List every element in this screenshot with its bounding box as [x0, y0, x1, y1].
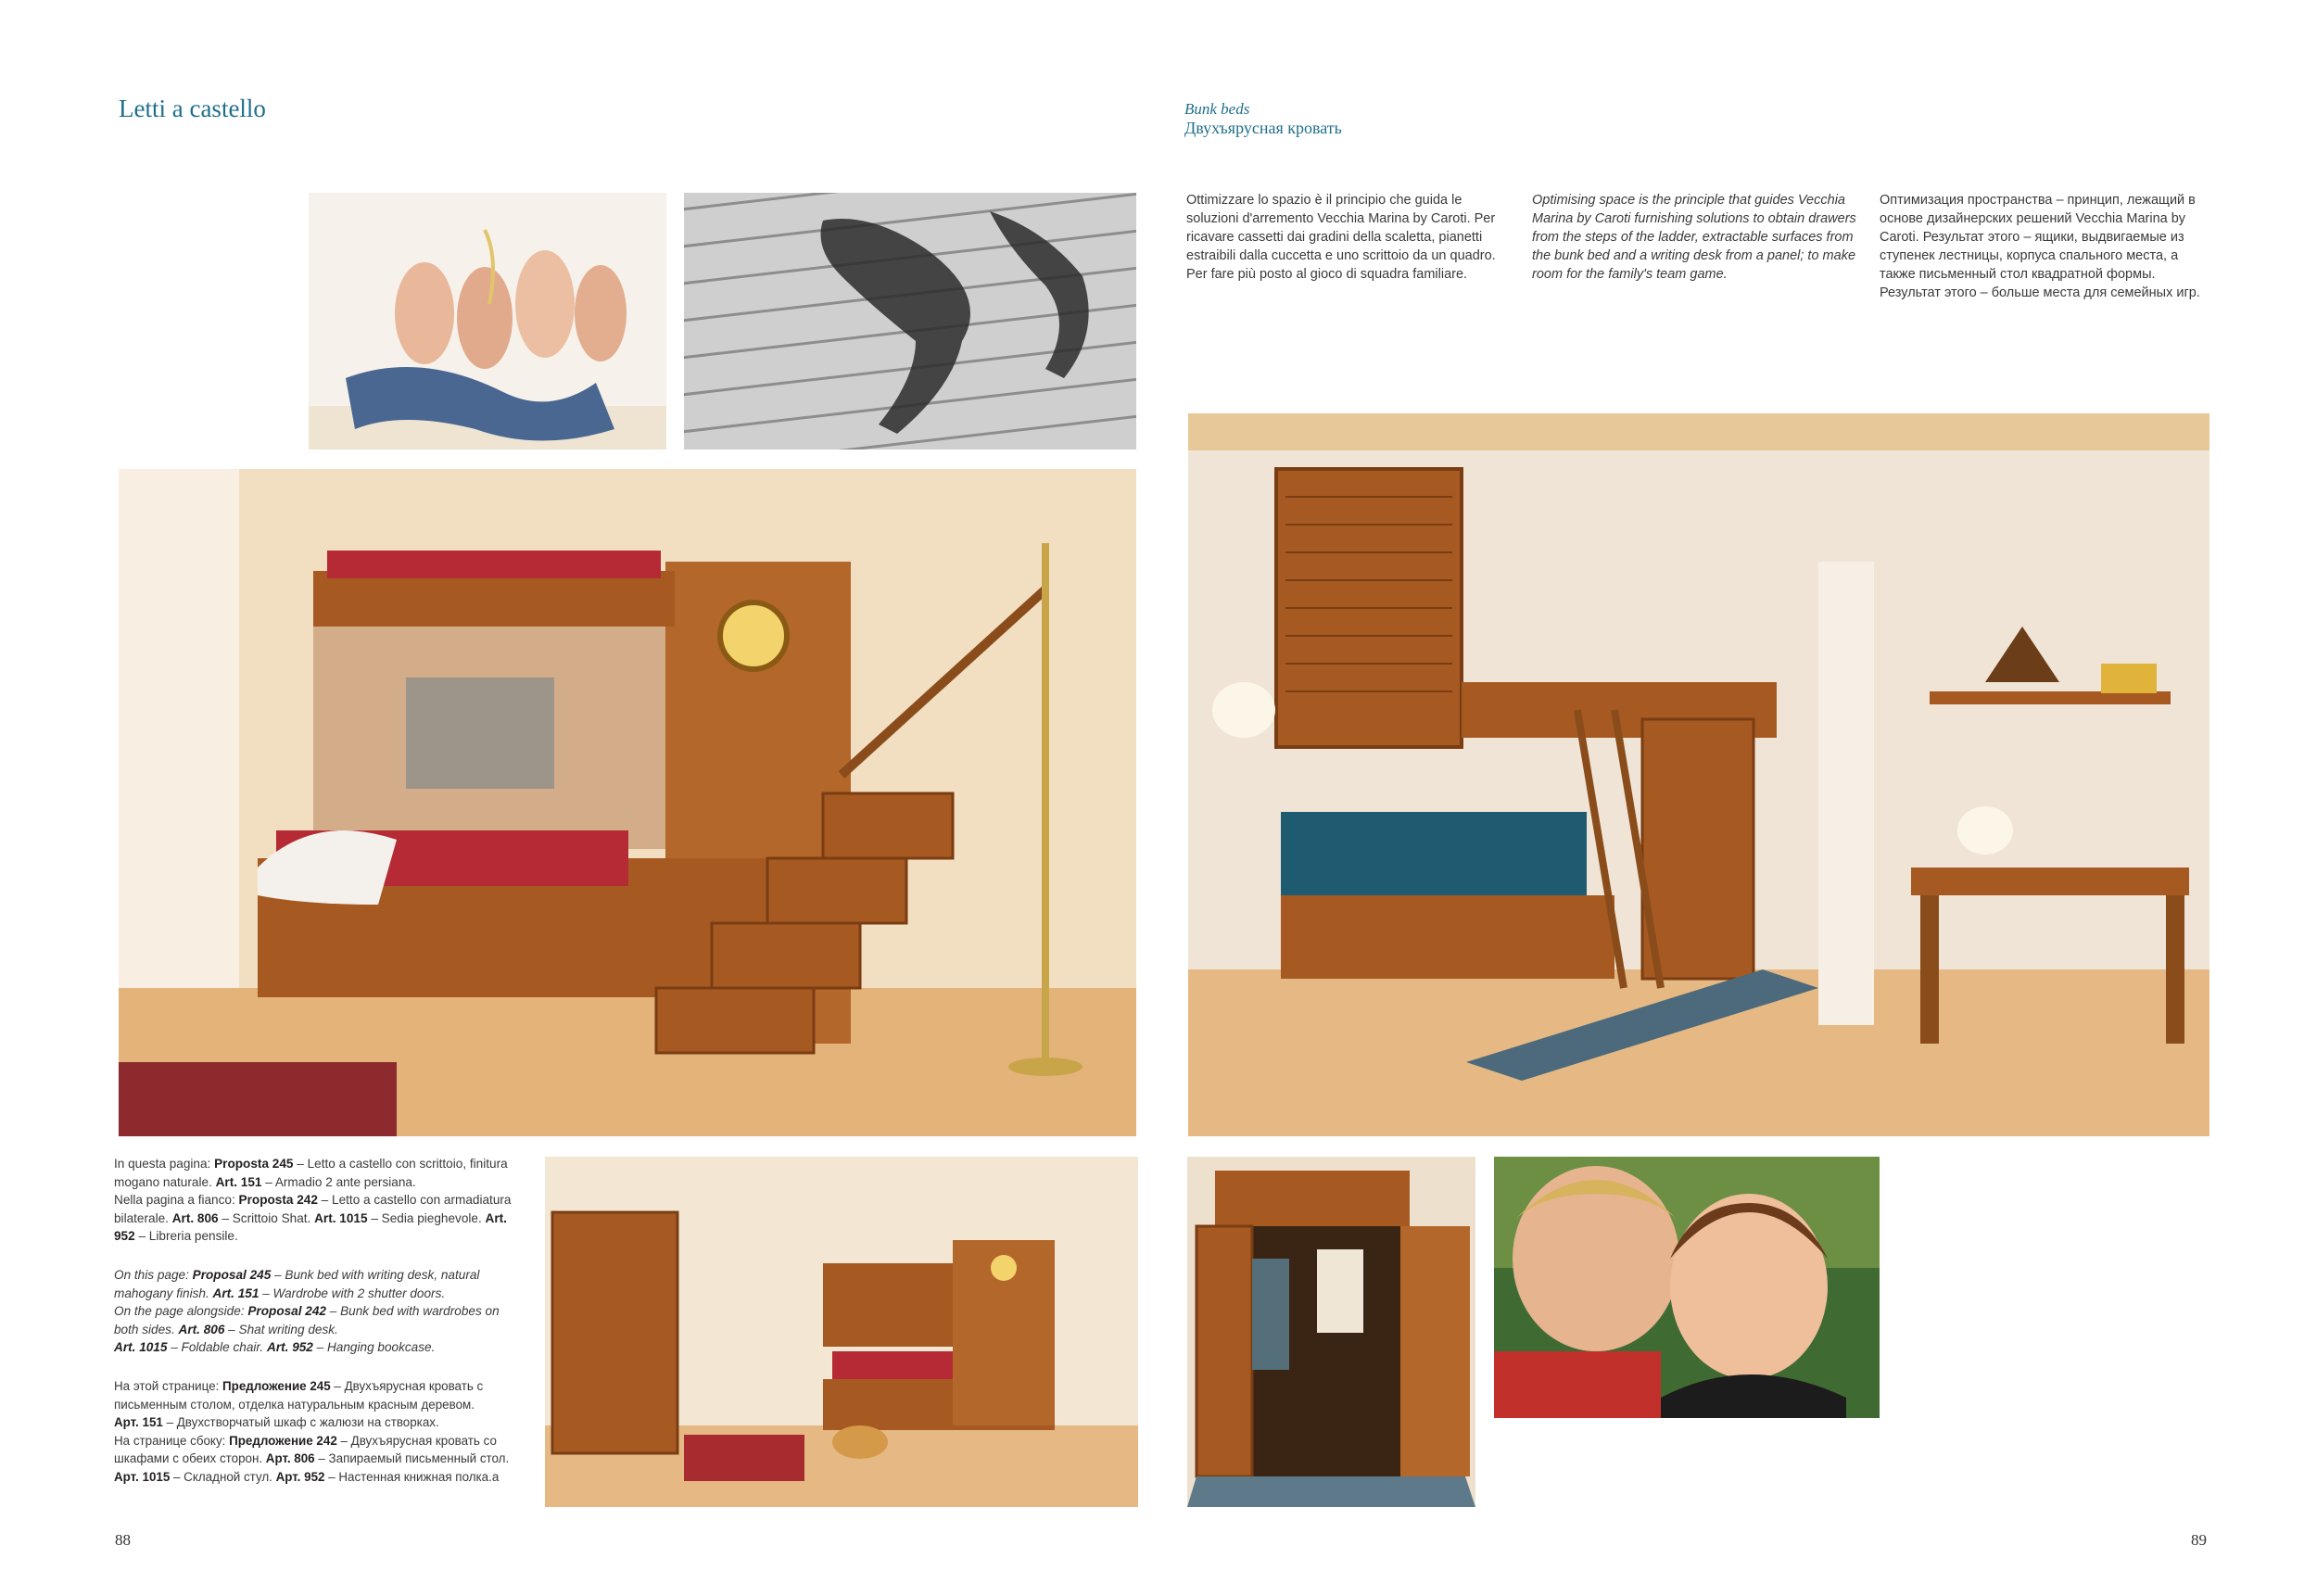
caption-ru-line-4: [114, 1468, 522, 1487]
subtitle-bulgarian: Двухъярусная кровать: [1184, 119, 1342, 137]
caption-proposal: Proposta 245: [214, 1157, 294, 1171]
page-number-right: 89: [2191, 1531, 2207, 1549]
caption-article: Art. 151: [215, 1174, 262, 1189]
caption-text: – Scrittoio Shat.: [218, 1210, 315, 1225]
caption-text: – Wardrobe with 2 shutter doors.: [259, 1286, 446, 1300]
page-title: Letti a castello: [119, 95, 266, 122]
caption-text: – Складной стул.: [170, 1469, 276, 1484]
caption-ru-line-2: [114, 1413, 522, 1432]
caption-text: – Настенная книжная полка.а: [324, 1469, 500, 1484]
caption-proposal: Proposal 242: [247, 1304, 326, 1318]
caption-article: Арт. 806: [265, 1451, 315, 1465]
intro-english: Optimising space is the principle that guides Vecchia Marina by Caroti furnishing solutions to obtain drawers from the steps of the ladder, extractable surfaces from the bunk bed and a writing desk from a panel; to make room for the family's team game.: [1532, 193, 1856, 282]
caption-russian: [114, 1377, 522, 1486]
caption-ru-line-3: [114, 1432, 522, 1468]
caption-en-line-1: [114, 1266, 522, 1302]
caption-text: – Hanging bookcase.: [312, 1340, 436, 1354]
caption-article: Арт. 151: [114, 1415, 163, 1429]
caption-text: – Sedia pieghevole.: [367, 1210, 486, 1225]
bedroom-overview-photo: [545, 1157, 1138, 1507]
caption-it-line-1: [114, 1155, 522, 1191]
caption-text: Nella pagina a fianco:: [114, 1193, 239, 1207]
bunk-bed-242-photo: [1188, 413, 2209, 1136]
intro-russian: Оптимизация пространства – принцип, лежащий в основе дизайнерских решений Vecchia Marina by Caroti. Результат этого – ящики, выдвигаемые из ступенек лестницы, корпуса спального места, а также письменный стол квадратной формы. Результат этого – больше места для семейных игр.: [1880, 193, 2200, 300]
caption-article: Art. 151: [212, 1286, 260, 1300]
caption-article: Art. 806: [178, 1322, 225, 1336]
bunk-bed-245-photo: [119, 469, 1136, 1136]
caption-text: – Libreria pensile.: [134, 1229, 238, 1243]
shadow-deck-photo: [684, 193, 1136, 450]
caption-en-line-3: [114, 1338, 522, 1357]
caption-english: [114, 1266, 522, 1357]
intro-italian: Ottimizzare lo spazio è il principio che guida le soluzioni d'arremento Vecchia Marina by Caroti. Per ricavare cassetti dai gradini della scaletta, pianetti estraibili dalla cuccetta e uno scrittoio da un quadro. Per fare più posto al gioco di squadra familiare.: [1186, 193, 1496, 282]
caption-text: На этой странице:: [114, 1379, 223, 1393]
caption-article: Art. 1015: [314, 1210, 368, 1225]
caption-article: Арт. 952: [275, 1469, 325, 1484]
caption-it-line-2: [114, 1191, 522, 1246]
caption-text: – Shat writing desk.: [224, 1322, 338, 1336]
caption-article: Art. 952: [114, 1210, 507, 1243]
caption-text: – Двухъярусная кровать со шкафами с обеих сторон.: [114, 1433, 497, 1465]
caption-text: – Armadio 2 ante persiana.: [261, 1174, 416, 1189]
caption-text: – Letto a castello con scrittoio, finitura mogano naturale.: [114, 1157, 508, 1189]
caption-italian: [114, 1155, 522, 1246]
caption-text: – Двухъярусная кровать с письменным столом, отделка натуральным красным деревом.: [114, 1379, 484, 1412]
children-photo: [1494, 1157, 1880, 1418]
caption-text: – Bunk bed with writing desk, natural mahogany finish.: [114, 1268, 480, 1300]
wardrobe-open-photo: [1187, 1157, 1475, 1507]
caption-ru-line-1: [114, 1377, 522, 1413]
caption-text: On this page:: [114, 1268, 193, 1282]
subtitle-english: Bunk beds: [1184, 100, 1250, 118]
caption-text: – Bunk bed with wardrobes on both sides.: [114, 1304, 500, 1336]
caption-article: Art. 952: [267, 1340, 313, 1354]
page-number-left: 88: [115, 1531, 131, 1549]
caption-proposal: Proposal 245: [192, 1268, 272, 1282]
caption-text: – Двухстворчатый шкаф с жалюзи на створках.: [162, 1415, 439, 1429]
caption-article: Art. 1015: [114, 1340, 168, 1354]
caption-proposal: Предложение 242: [229, 1433, 337, 1448]
caption-en-line-2: [114, 1302, 522, 1338]
feet-photo: [309, 193, 666, 450]
caption-article: Арт. 1015: [114, 1469, 171, 1484]
caption-text: На странице сбоку:: [114, 1433, 230, 1448]
caption-text: – Letto a castello con armadiatura bilaterale.: [114, 1193, 512, 1225]
caption-text: In questa pagina:: [114, 1157, 215, 1171]
caption-text: On the page alongside:: [114, 1304, 248, 1318]
caption-proposal: Proposta 242: [238, 1193, 318, 1207]
caption-proposal: Предложение 245: [222, 1379, 331, 1393]
caption-text: – Foldable chair.: [167, 1340, 267, 1354]
caption-article: Art. 806: [171, 1210, 219, 1225]
caption-text: – Запираемый письменный стол.: [314, 1451, 510, 1465]
